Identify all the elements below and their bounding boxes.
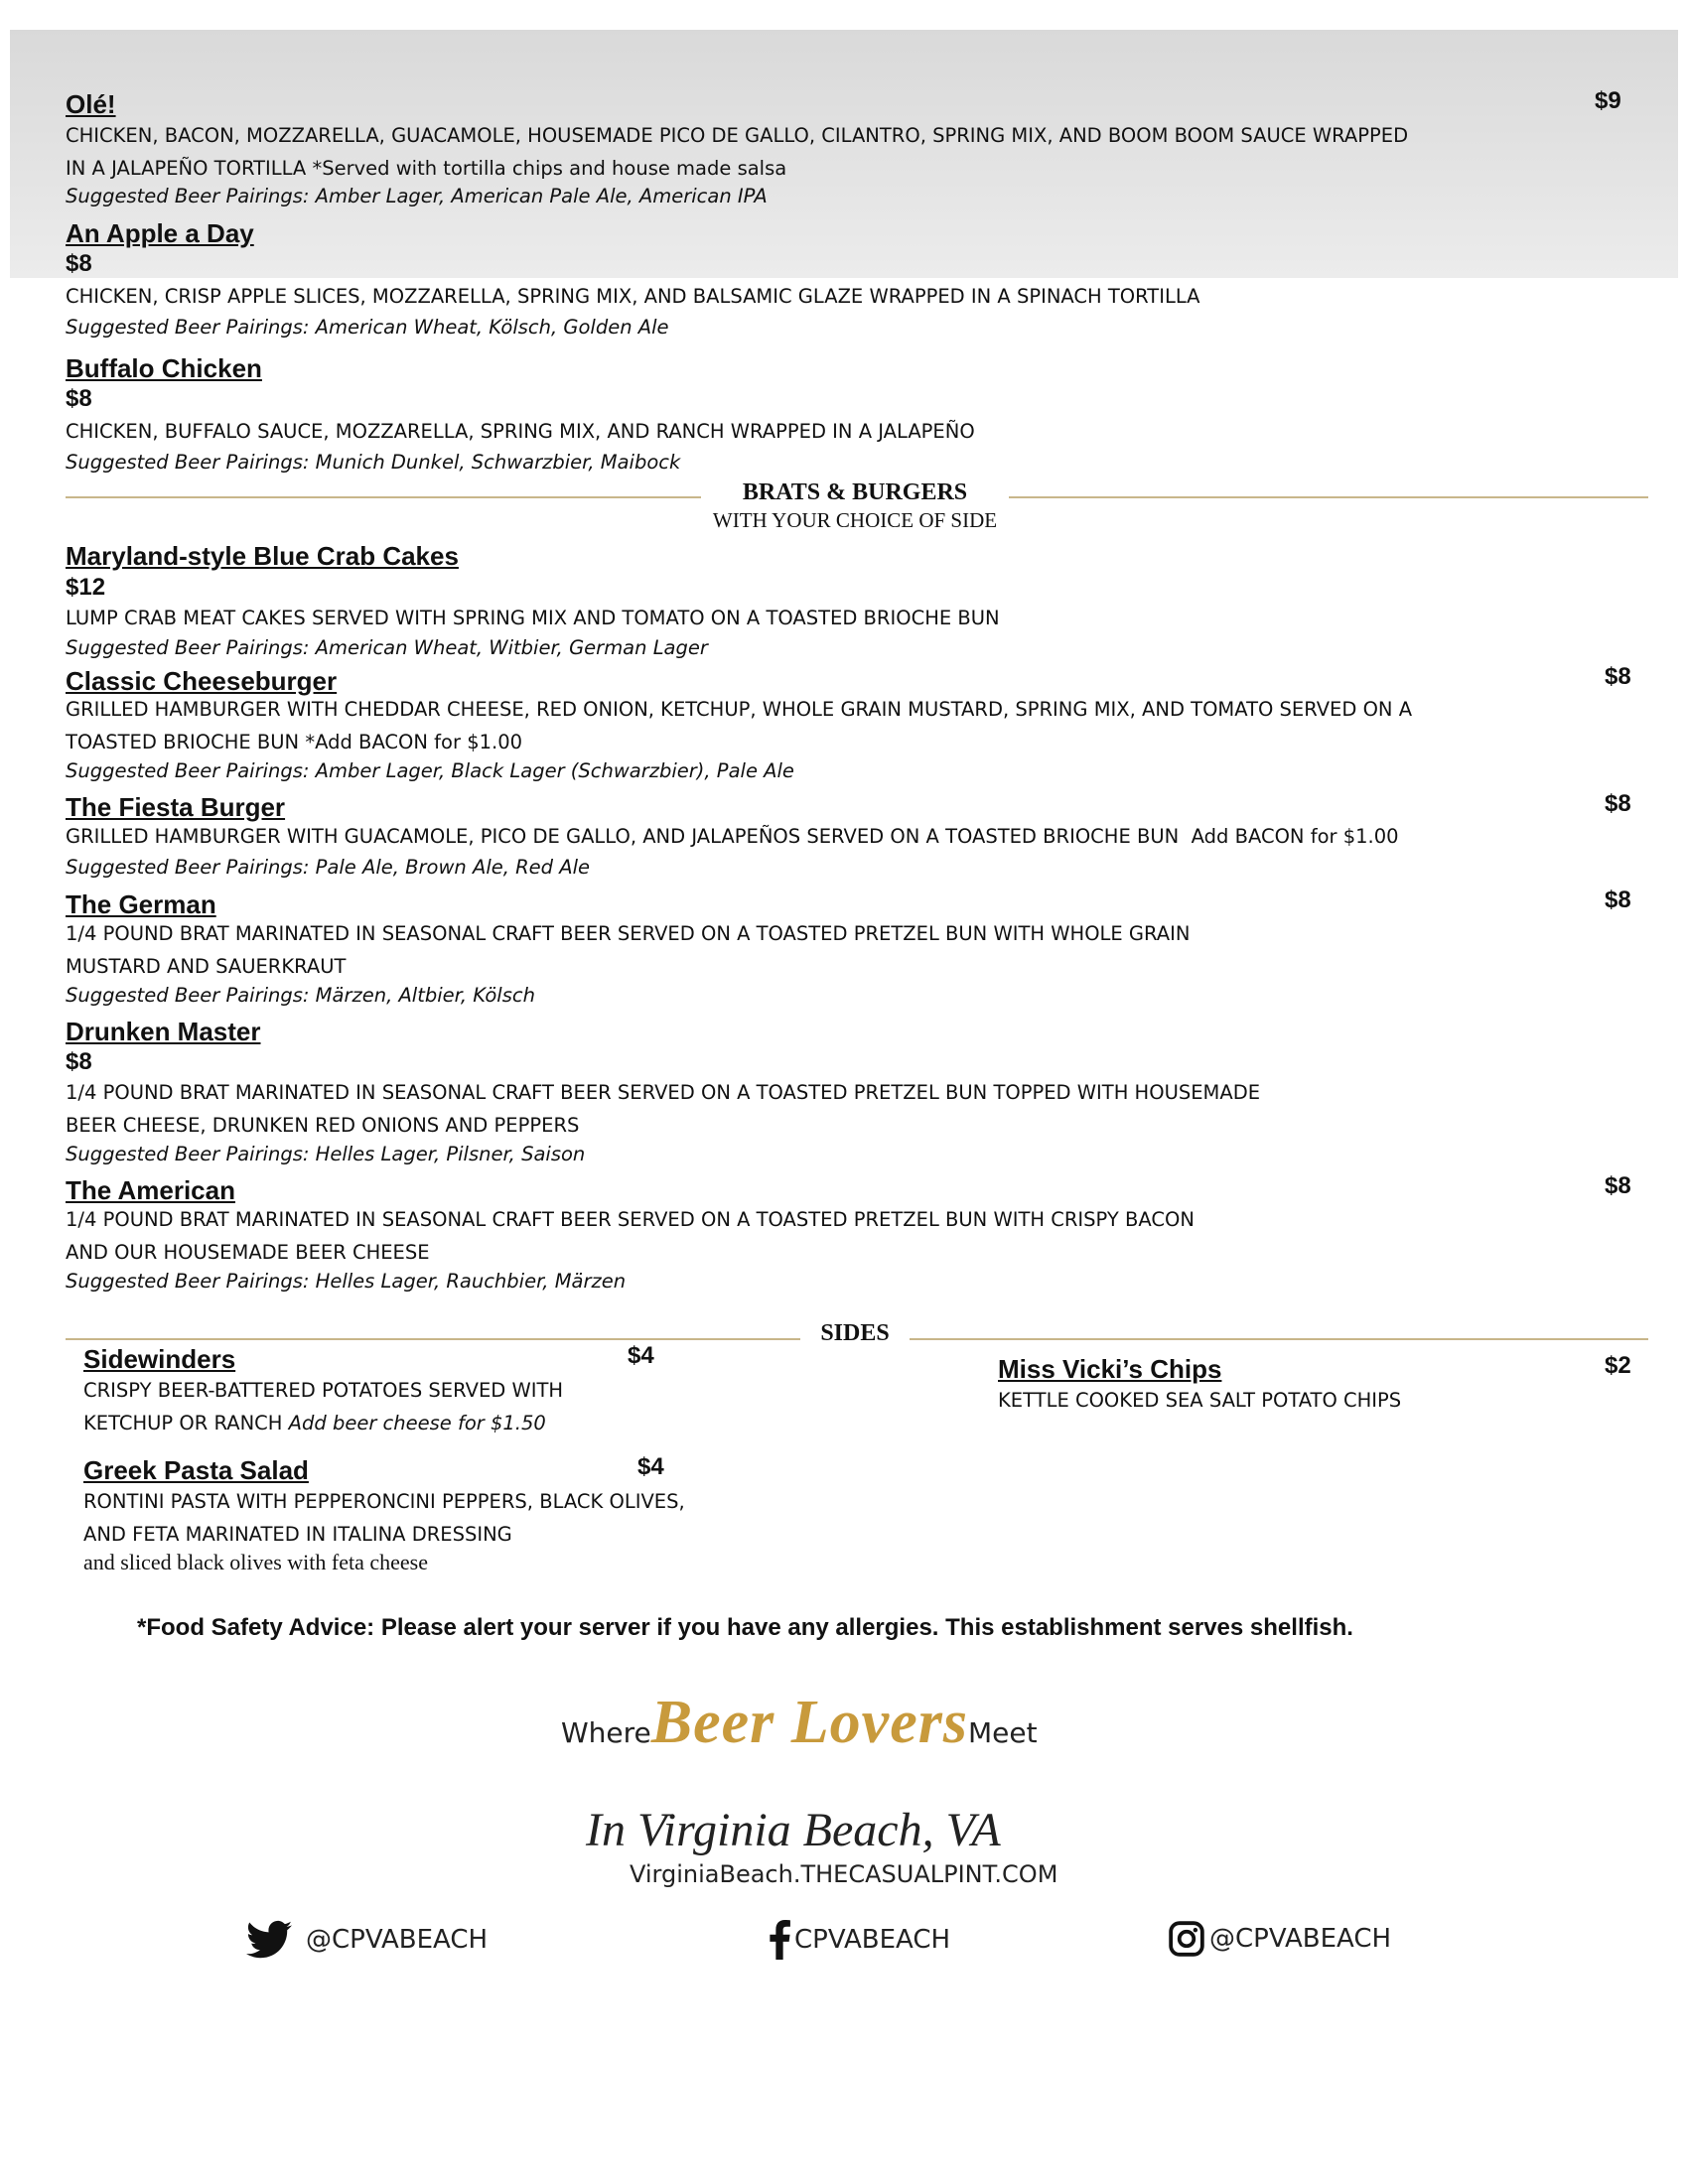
desc-line: AND FETA MARINATED IN ITALINA DRESSING	[83, 1523, 512, 1546]
item-desc-chips: KETTLE COOKED SEA SALT POTATO CHIPS	[998, 1389, 1402, 1412]
item-note-ole: *Served with tortilla chips and house made salsa	[312, 157, 787, 180]
item-name-cheeseburger: Classic Cheeseburger	[66, 666, 338, 696]
item-price-chips: $2	[1605, 1352, 1631, 1379]
item-price-crab: $12	[66, 574, 106, 601]
item-name-ole: Olé!	[66, 89, 116, 119]
item-desc-ole	[66, 119, 1615, 185]
item-note-sidewinders: Add beer cheese for $1.50	[288, 1412, 546, 1434]
item-pairings-drunken: Suggested Beer Pairings: Helles Lager, Pilsner, Saison	[66, 1143, 586, 1165]
item-price-fiesta: $8	[1605, 790, 1631, 817]
twitter-link[interactable]	[246, 1920, 488, 1960]
desc-line: CHICKEN, BACON, MOZZARELLA, GUACAMOLE, HOUSEMADE PICO DE GALLO, CILANTRO, SPRING MIX, AND BOOM BOOM SAUCE WRAPPED	[66, 124, 1409, 147]
desc-line: KETCHUP OR RANCH	[83, 1412, 283, 1434]
instagram-link[interactable]	[1168, 1920, 1391, 1958]
item-desc-german	[66, 917, 1615, 983]
desc-line: IN A JALAPEÑO TORTILLA	[66, 157, 307, 180]
item-desc-buffalo: CHICKEN, BUFFALO SAUCE, MOZZARELLA, SPRING MIX, AND RANCH WRAPPED IN A JALAPEÑO	[66, 420, 975, 443]
website-link[interactable]: VirginiaBeach.THECASUALPINT.COM	[630, 1860, 1058, 1888]
facebook-handle: CPVABEACH	[794, 1925, 951, 1955]
item-desc-crab: LUMP CRAB MEAT CAKES SERVED WITH SPRING MIX AND TOMATO ON A TOASTED BRIOCHE BUN	[66, 607, 1000, 629]
section-subtitle-brats: WITH YOUR CHOICE OF SIDE	[712, 508, 998, 532]
tagline-logo	[561, 1688, 1167, 1777]
item-desc-american	[66, 1203, 1615, 1269]
item-pairings-fiesta: Suggested Beer Pairings: Pale Ale, Brown Ale, Red Ale	[66, 856, 591, 879]
desc-line: 1/4 POUND BRAT MARINATED IN SEASONAL CRAFT BEER SERVED ON A TOASTED PRETZEL BUN TOPPED WITH HOUSEMADE	[66, 1081, 1261, 1104]
item-price-american: $8	[1605, 1172, 1631, 1199]
item-name-crab: Maryland-style Blue Crab Cakes	[66, 541, 459, 571]
item-name-sidewinders: Sidewinders	[83, 1344, 236, 1374]
desc-line: RONTINI PASTA WITH PEPPERONCINI PEPPERS, BLACK OLIVES,	[83, 1490, 685, 1513]
desc-line: GRILLED HAMBURGER WITH GUACAMOLE, PICO DE GALLO, AND JALAPEÑOS SERVED ON A TOASTED BRIOCHE BUN	[66, 825, 1180, 848]
section-title-sides: SIDES	[820, 1320, 890, 1346]
desc-line: BEER CHEESE, DRUNKEN RED ONIONS AND PEPPERS	[66, 1114, 580, 1137]
item-name-american: The American	[66, 1175, 235, 1205]
item-price-drunken: $8	[66, 1048, 92, 1075]
item-price-cheeseburger: $8	[1605, 663, 1631, 690]
item-desc-fiesta	[66, 820, 1399, 853]
twitter-handle: @CPVABEACH	[306, 1925, 489, 1955]
tagline-beer-lovers: Beer Lovers	[650, 1689, 968, 1756]
desc-line: MUSTARD AND SAUERKRAUT	[66, 955, 347, 978]
section-title-brats: BRATS & BURGERS	[742, 479, 968, 505]
item-desc-cheeseburger	[66, 693, 1615, 758]
tagline-meet: Meet	[967, 1716, 1038, 1749]
item-desc-apple: CHICKEN, CRISP APPLE SLICES, MOZZARELLA, SPRING MIX, AND BALSAMIC GLAZE WRAPPED IN A SPINACH TORTILLA	[66, 285, 1200, 308]
item-desc-greek	[83, 1485, 759, 1551]
item-price-sidewinders: $4	[628, 1342, 654, 1369]
instagram-icon	[1168, 1920, 1205, 1958]
item-name-drunken: Drunken Master	[66, 1017, 261, 1046]
item-name-chips: Miss Vicki’s Chips	[998, 1354, 1222, 1384]
desc-line: 1/4 POUND BRAT MARINATED IN SEASONAL CRAFT BEER SERVED ON A TOASTED PRETZEL BUN WITH WHOLE GRAIN	[66, 922, 1191, 945]
item-price-ole: $9	[1595, 87, 1621, 114]
item-name-buffalo: Buffalo Chicken	[66, 353, 262, 383]
item-pairings-german: Suggested Beer Pairings: Märzen, Altbier, Kölsch	[66, 984, 535, 1007]
item-price-german: $8	[1605, 887, 1631, 913]
item-price-apple: $8	[66, 250, 92, 277]
tagline-city: In Virginia Beach, VA	[586, 1804, 1001, 1856]
food-safety-notice: *Food Safety Advice: Please alert your server if you have any allergies. This establishment serves shellfish.	[137, 1614, 1353, 1641]
item-name-fiesta: The Fiesta Burger	[66, 792, 286, 822]
desc-line: AND OUR HOUSEMADE BEER CHEESE	[66, 1241, 430, 1264]
twitter-icon	[246, 1920, 292, 1960]
facebook-icon	[769, 1920, 790, 1960]
item-price-greek: $4	[637, 1453, 664, 1480]
item-pairings-american: Suggested Beer Pairings: Helles Lager, Rauchbier, Märzen	[66, 1270, 627, 1293]
item-pairings-cheeseburger: Suggested Beer Pairings: Amber Lager, Black Lager (Schwarzbier), Pale Ale	[66, 759, 794, 782]
item-name-apple: An Apple a Day	[66, 218, 254, 248]
item-pairings-apple: Suggested Beer Pairings: American Wheat, Kölsch, Golden Ale	[66, 316, 669, 339]
desc-line: CRISPY BEER-BATTERED POTATOES SERVED WITH	[83, 1379, 564, 1402]
item-pairings-buffalo: Suggested Beer Pairings: Munich Dunkel, Schwarzbier, Maibock	[66, 451, 681, 474]
item-pairings-crab: Suggested Beer Pairings: American Wheat, Witbier, German Lager	[66, 636, 708, 659]
item-pairings-ole: Suggested Beer Pairings: Amber Lager, American Pale Ale, American IPA	[66, 185, 768, 207]
section-rule-right	[1009, 496, 1648, 498]
desc-line: GRILLED HAMBURGER WITH CHEDDAR CHEESE, RED ONION, KETCHUP, WHOLE GRAIN MUSTARD, SPRING MIX, AND TOMATO SERVED ON A	[66, 698, 1413, 721]
section-rule-left	[66, 496, 701, 498]
item-price-buffalo: $8	[66, 385, 92, 412]
item-note-greek: and sliced black olives with feta cheese	[83, 1550, 428, 1574]
section-rule-left	[66, 1338, 800, 1340]
item-desc-drunken	[66, 1076, 1615, 1142]
tagline-where: Where	[561, 1716, 651, 1749]
desc-line: TOASTED BRIOCHE BUN	[66, 731, 300, 753]
item-desc-sidewinders	[83, 1374, 699, 1439]
instagram-handle: @CPVABEACH	[1209, 1924, 1392, 1954]
desc-line: 1/4 POUND BRAT MARINATED IN SEASONAL CRAFT BEER SERVED ON A TOASTED PRETZEL BUN WITH CRISPY BACON	[66, 1208, 1195, 1231]
item-note-cheeseburger: *Add BACON for $1.00	[305, 731, 523, 753]
item-name-greek: Greek Pasta Salad	[83, 1455, 309, 1485]
item-name-german: The German	[66, 889, 216, 919]
facebook-link[interactable]	[769, 1920, 950, 1960]
section-rule-right	[910, 1338, 1648, 1340]
item-note-fiesta: Add BACON for $1.00	[1191, 825, 1399, 848]
